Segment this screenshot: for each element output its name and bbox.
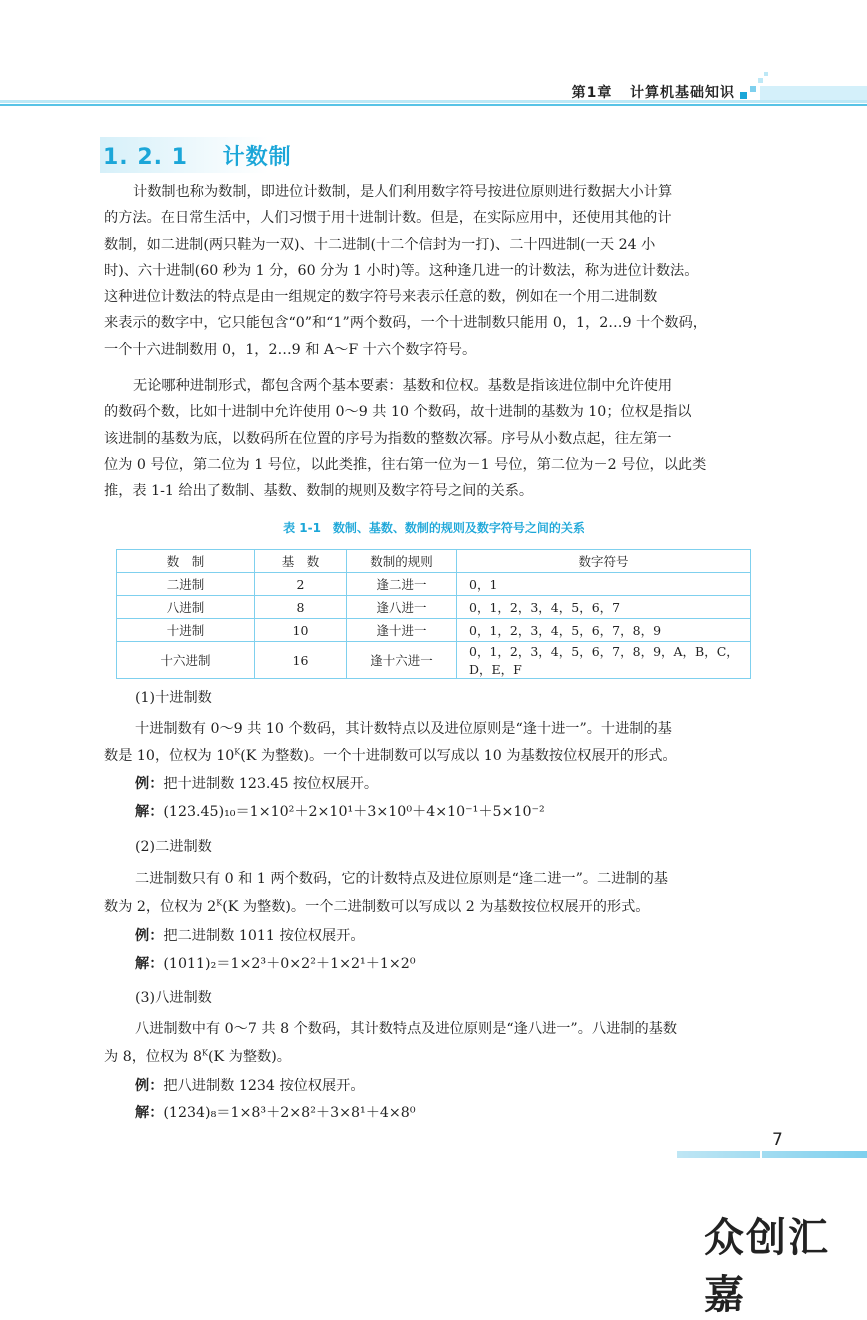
header-rule xyxy=(0,104,867,106)
paragraph-line: 无论哪种进制形式，都包含两个基本要素：基数和位权。基数是指该进位制中允许使用 xyxy=(133,378,673,394)
octal-line2-text: 为 8，位权为 8 xyxy=(104,1049,203,1065)
table-row xyxy=(117,573,751,596)
table-cell: 二进制 xyxy=(117,573,255,596)
paragraph-line: 该进制的基数为底，以数码所在位置的序号为指数的整数次幂。序号从小数点起，往左第一 xyxy=(104,430,672,447)
solution-label: 解： xyxy=(135,1105,164,1121)
footer-divider xyxy=(760,1127,762,1158)
table-cell: 八进制 xyxy=(117,596,255,619)
octal-exponent: K xyxy=(202,1048,208,1058)
table-header-cell: 数制的规则 xyxy=(347,550,457,573)
binary-exponent: K xyxy=(216,898,223,908)
table-cell: 十六进制 xyxy=(117,642,255,679)
example-label: 例： xyxy=(135,776,164,792)
solution-label: 解： xyxy=(135,956,164,972)
binary-heading: (2)二进制数 xyxy=(135,839,212,855)
table-header-cell: 基 数 xyxy=(255,550,347,573)
octal-solution xyxy=(135,1102,416,1122)
table-row xyxy=(117,642,751,679)
binary-line2-text: 数为 2，位权为 2 xyxy=(104,899,217,915)
paragraph-line: 数制，如二进制(两只鞋为一双)、十二进制(十二个信封为一打)、二十四进制(一天 24 小 xyxy=(104,236,656,253)
paragraph-line: 推，表 1-1 给出了数制、基数、数制的规则及数字符号之间的关系。 xyxy=(104,483,534,500)
solution-label: 解： xyxy=(135,804,164,820)
example-text: 把二进制数 1011 按位权展开。 xyxy=(163,928,365,944)
decimal-exponent: K xyxy=(234,747,241,757)
running-header xyxy=(572,82,735,102)
watermark: 众创汇嘉 xyxy=(704,1215,830,1318)
table-cell: 2 xyxy=(255,573,347,596)
table-caption: 表 1-1 数制、基数、数制的规则及数字符号之间的关系 xyxy=(283,521,585,535)
octal-line2 xyxy=(104,1046,291,1066)
table-header-row xyxy=(117,550,751,573)
decimal-solution xyxy=(135,801,545,821)
paragraph-line: 一个十六进制数用 0，1，2…9 和 A～F 十六个数字符号。 xyxy=(104,341,477,358)
chapter-title: 计算机基础知识 xyxy=(630,85,735,101)
table-header-cell: 数 制 xyxy=(117,550,255,573)
solution-formula: (123.45)₁₀＝1×10²＋2×10¹＋3×10⁰＋4×10⁻¹＋5×10⁻² xyxy=(163,804,545,820)
table-cell: 10 xyxy=(255,619,347,642)
table-cell: 逢十进一 xyxy=(347,619,457,642)
decimal-heading: (1)十进制数 xyxy=(135,690,212,706)
paragraph-line: 的数码个数，比如十进制中允许使用 0～9 共 10 个数码，故十进制的基数为 10；位权是指以 xyxy=(104,404,692,421)
chapter-label: 第1章 xyxy=(571,85,613,101)
paragraph-line: 来表示的数字中，它只能包含“0”和“1”两个数码，一个十进制数只能用 0，1，2…9 十个数码， xyxy=(104,315,707,332)
paragraph-line: 计数制也称为数制，即进位计数制，是人们利用数字符号按进位原则进行数据大小计算 xyxy=(133,184,673,200)
binary-example xyxy=(135,925,365,945)
elements-paragraph xyxy=(104,373,764,504)
table-cell: 0，1 xyxy=(457,573,751,596)
paragraph-line: 这种进位计数法的特点是由一组规定的数字符号来表示任意的数，例如在一个用二进制数 xyxy=(104,289,658,306)
decimal-line2-text: 数是 10，位权为 10 xyxy=(104,748,235,764)
octal-example xyxy=(135,1075,365,1095)
table-cell: 8 xyxy=(255,596,347,619)
binary-line2-rest: (K 为整数)。一个二进制数可以写成以 2 为基数按位权展开的形式。 xyxy=(222,899,650,915)
number-system-table xyxy=(116,549,751,679)
table-cell: 0，1，2，3，4，5，6，7 xyxy=(457,596,751,619)
header-decoration-icon xyxy=(738,72,867,104)
page-number: 7 xyxy=(772,1130,783,1150)
example-text: 把十进制数 123.45 按位权展开。 xyxy=(163,776,379,792)
table-cell: 逢八进一 xyxy=(347,596,457,619)
binary-solution xyxy=(135,953,416,973)
table-row xyxy=(117,619,751,642)
paragraph-line: 时)、六十进制(60 秒为 1 分，60 分为 1 小时)等。这种逢几进一的计数法，称为进位计数法。 xyxy=(104,262,699,279)
table-cell: 十进制 xyxy=(117,619,255,642)
decimal-line2-rest: (K 为整数)。一个十进制数可以写成以 10 为基数按位权展开的形式。 xyxy=(240,748,677,764)
footer-rule xyxy=(677,1151,867,1158)
octal-line2-rest: (K 为整数)。 xyxy=(208,1049,291,1065)
table-cell: 0，1，2，3，4，5，6，7，8，9，A，B，C，D，E，F xyxy=(457,642,751,679)
table-cell: 16 xyxy=(255,642,347,679)
table-header-cell: 数字符号 xyxy=(457,550,751,573)
example-text: 把八进制数 1234 按位权展开。 xyxy=(163,1078,365,1094)
table-row xyxy=(117,596,751,619)
decimal-line2 xyxy=(104,745,677,765)
octal-line1: 八进制数中有 0～7 共 8 个数码，其计数特点及进位原则是“逢八进一”。八进制的基数 xyxy=(135,1021,678,1037)
section-title: 计数制 xyxy=(222,145,292,170)
paragraph-line: 的方法。在日常生活中，人们习惯于用十进制计数。但是，在实际应用中，还使用其他的计 xyxy=(104,210,672,227)
table-cell: 0，1，2，3，4，5，6，7，8，9 xyxy=(457,619,751,642)
table-cell: 逢十六进一 xyxy=(347,642,457,679)
header-band xyxy=(0,100,867,103)
octal-heading: (3)八进制数 xyxy=(135,990,212,1006)
binary-line1: 二进制数只有 0 和 1 两个数码，它的计数特点及进位原则是“逢二进一”。二进制的基 xyxy=(135,871,668,887)
example-label: 例： xyxy=(135,1078,164,1094)
decimal-example xyxy=(135,773,378,793)
solution-formula: (1011)₂＝1×2³＋0×2²＋1×2¹＋1×2⁰ xyxy=(163,956,416,972)
table-cell: 逢二进一 xyxy=(347,573,457,596)
intro-paragraph xyxy=(104,179,764,363)
decimal-line1: 十进制数有 0～9 共 10 个数码，其计数特点以及进位原则是“逢十进一”。十进制的基 xyxy=(135,721,672,737)
solution-formula: (1234)₈＝1×8³＋2×8²＋3×8¹＋4×8⁰ xyxy=(163,1105,416,1121)
section-number: 1. 2. 1 xyxy=(103,145,188,170)
binary-line2 xyxy=(104,896,649,916)
example-label: 例： xyxy=(135,928,164,944)
section-heading xyxy=(103,140,292,171)
paragraph-line: 位为 0 号位，第二位为 1 号位，以此类推，往右第一位为－1 号位，第二位为－2 号位，以此类 xyxy=(104,456,707,473)
